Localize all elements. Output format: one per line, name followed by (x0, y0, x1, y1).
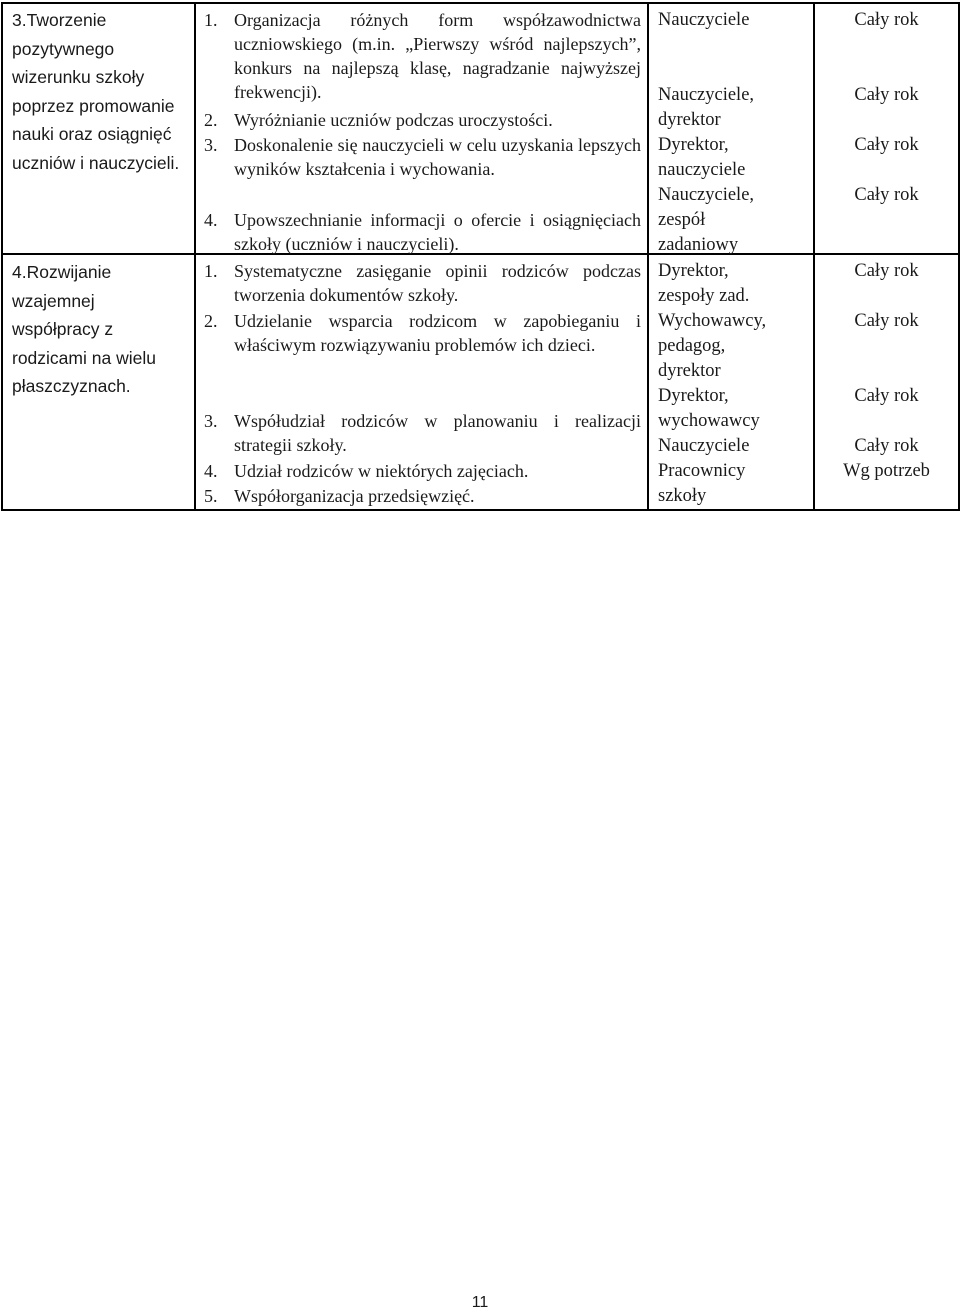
time-line: Cały rok (854, 261, 919, 281)
page-number: 11 (471, 1294, 489, 1311)
responsible-line: Nauczyciele, (658, 185, 755, 205)
area-cell (2, 3, 195, 254)
task-number: 5. (204, 486, 218, 506)
responsible-cell (648, 3, 814, 254)
responsible-line: wychowawcy (658, 411, 760, 431)
responsible-line: Dyrektor, (658, 261, 729, 281)
time-line: Cały rok (854, 185, 919, 205)
task-number: 1. (204, 10, 218, 30)
area-text: 3.Tworzenie pozytywnego wizerunku szkoły poprzez promowanie nauki oraz osiągnięć uczniów i nauczycieli. (12, 10, 180, 173)
task-text: Udzielanie wsparcia rodzicom w zapobieganiu i właściwym rozwiązywaniu problemów ich dzieci. (234, 311, 641, 355)
responsible-line: Nauczyciele (658, 10, 750, 30)
responsible-line: dyrektor (658, 361, 721, 381)
time-line: Cały rok (854, 311, 919, 331)
time-line: Wg potrzeb (843, 461, 930, 481)
task-text: Organizacja różnych form współzawodnictwa uczniowskiego (m.in. „Pierwszy wśród najlepszych”, konkurs na najlepszą klasę, nagradzanie najwyższej frekwencji). (234, 10, 641, 102)
task-number: 4. (204, 210, 218, 230)
task-text: Wyróżnianie uczniów podczas uroczystości. (234, 110, 553, 130)
area-cell (2, 254, 195, 510)
task-number: 2. (204, 311, 218, 331)
task-number: 3. (204, 411, 218, 431)
school-plan-table (1, 2, 960, 511)
responsible-line: zespół (658, 210, 706, 230)
responsible-line: szkoły (658, 486, 707, 506)
task-number: 1. (204, 261, 218, 281)
task-text: Systematyczne zasięganie opinii rodziców podczas tworzenia dokumentów szkoły. (234, 261, 641, 305)
time-line: Cały rok (854, 436, 919, 456)
time-line: Cały rok (854, 10, 919, 30)
table-row (2, 3, 959, 254)
time-line: Cały rok (854, 135, 919, 155)
area-text: 4.Rozwijanie wzajemnej współpracy z rodzicami na wielu płaszczyznach. (12, 262, 156, 396)
responsible-line: nauczyciele (658, 160, 746, 180)
tasks-cell (195, 254, 648, 510)
task-number: 3. (204, 135, 218, 155)
table-row (2, 254, 959, 510)
task-number: 4. (204, 461, 218, 481)
task-text: Udział rodziców w niektórych zajęciach. (234, 461, 529, 481)
time-cell (814, 3, 959, 254)
responsible-line: Wychowawcy, (658, 311, 767, 331)
time-cell (814, 254, 959, 510)
responsible-line: Nauczyciele, (658, 85, 755, 105)
responsible-cell (648, 254, 814, 510)
responsible-line: Dyrektor, (658, 135, 729, 155)
task-text: Współorganizacja przedsięwzięć. (234, 486, 475, 506)
responsible-line: Nauczyciele (658, 436, 750, 456)
time-line: Cały rok (854, 386, 919, 406)
task-text: Współudział rodziców w planowaniu i realizacji strategii szkoły. (234, 411, 641, 455)
task-text: Upowszechnianie informacji o ofercie i osiągnięciach szkoły (uczniów i nauczycieli). (234, 210, 641, 254)
time-line: Cały rok (854, 85, 919, 105)
responsible-line: zespoły zad. (658, 286, 750, 306)
responsible-line: zadaniowy (658, 235, 739, 255)
task-number: 2. (204, 110, 218, 130)
responsible-line: dyrektor (658, 110, 721, 130)
tasks-cell (195, 3, 648, 254)
responsible-line: pedagog, (658, 336, 726, 356)
responsible-line: Pracownicy (658, 461, 746, 481)
task-text: Doskonalenie się nauczycieli w celu uzyskania lepszych wyników kształcenia i wychowania. (234, 135, 641, 179)
responsible-line: Dyrektor, (658, 386, 729, 406)
